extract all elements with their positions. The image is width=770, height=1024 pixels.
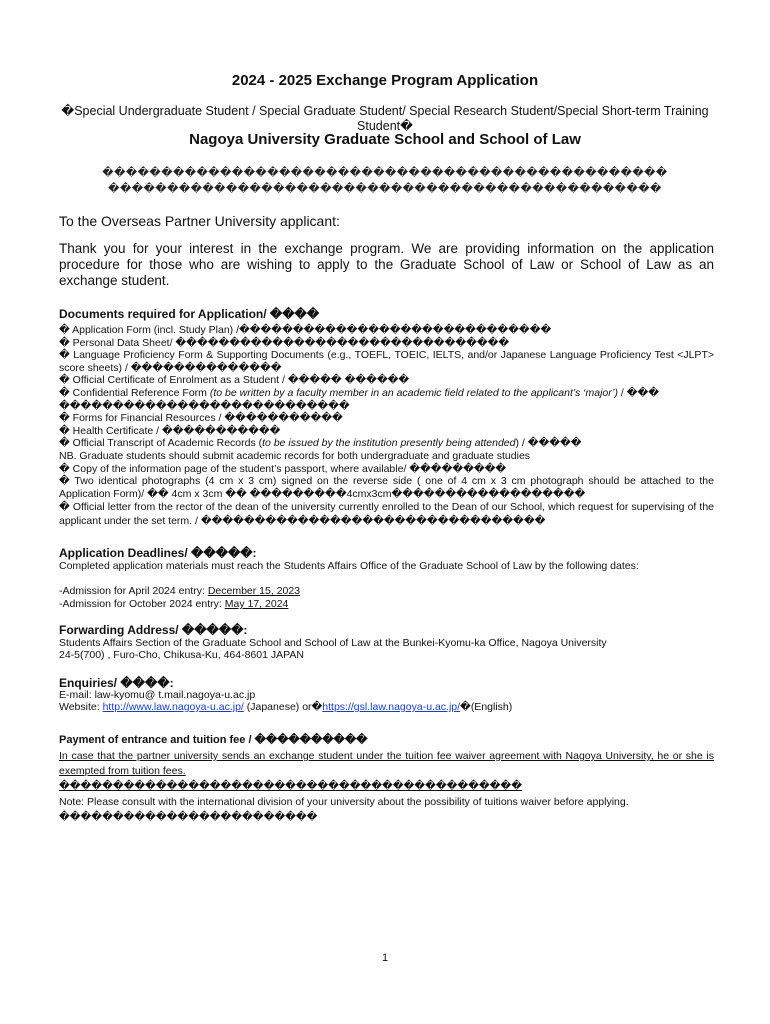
enquiries-website bbox=[59, 701, 512, 714]
doc-item-transcript bbox=[59, 437, 582, 450]
doc-item-reference-jp: ��������������������������� bbox=[59, 400, 350, 412]
forwarding-line-2: 24-5(700) , Furo-Cho, Chikusa-Ku, 464-8601 JAPAN bbox=[59, 649, 304, 661]
doc-item-photographs: � Two identical photographs (4 cm x 3 cm) signed on the reverse side ( one of 4 cm x 3 cm photograph should be attached to the Application Form)/ �� 4cm x 3cm �� ���������4cmx3cm������������������ bbox=[59, 475, 714, 500]
reference-label: � Confidential Reference Form bbox=[59, 387, 210, 399]
page-number: 1 bbox=[381, 952, 389, 964]
page-title: 2024 - 2025 Exchange Program Application bbox=[231, 72, 539, 89]
forwarding-heading: Forwarding Address/ �����: bbox=[59, 623, 248, 637]
doc-item-passport: � Copy of the information page of the student’s passport, where available/ ��������� bbox=[59, 463, 507, 475]
payment-note: Note: Please consult with the international division of your university about the possibility of tuitions waiver before applying. bbox=[59, 796, 629, 808]
payment-note-jp: ������������������������ bbox=[59, 811, 318, 823]
website-link-english[interactable]: https://gsl.law.nagoya-u.ac.jp/ bbox=[322, 701, 461, 713]
deadline-april-date: December 15, 2023 bbox=[207, 585, 301, 597]
deadline-october-label: -Admission for October 2024 entry: bbox=[59, 598, 225, 610]
doc-note-graduate: NB. Graduate students should submit academic records for both undergraduate and graduate studies bbox=[59, 450, 531, 462]
deadline-april-label: -Admission for April 2024 entry: bbox=[59, 585, 208, 597]
doc-item-reference bbox=[59, 387, 659, 400]
doc-item-financial: � Forms for Financial Resources / ����������� bbox=[59, 412, 343, 424]
school-name: Nagoya University Graduate School and School of Law bbox=[189, 131, 581, 148]
salutation: To the Overseas Partner University applicant: bbox=[59, 213, 340, 229]
website-link-japanese[interactable]: http://www.law.nagoya-u.ac.jp/ bbox=[102, 701, 244, 713]
reference-suffix: / ��� bbox=[618, 387, 660, 399]
reference-note: (to be written by a faculty member in an academic field related to the applicant’s ‘major’) bbox=[209, 387, 618, 399]
payment-waiver-jp: ������������������������������������������� bbox=[59, 780, 522, 792]
doc-item-official-letter: � Official letter from the rector of the dean of the university currently enrolled to the Dean of our School, which request for supervising of the applicant under the set term. / �������������������������������� bbox=[59, 501, 714, 527]
enquiries-heading: Enquiries/ ����: bbox=[59, 676, 174, 690]
doc-item-health: � Health Certificate / ����������� bbox=[59, 425, 281, 437]
deadline-october bbox=[59, 598, 288, 611]
jp-heading-line-1: ������������������������������������������������ bbox=[102, 167, 668, 179]
enquiries-email: E-mail: law-kyomu@ t.mail.nagoya-u.ac.jp bbox=[59, 689, 256, 701]
doc-item-application-form: � Application Form (incl. Study Plan) /����������������������������� bbox=[59, 324, 552, 336]
forwarding-line-1: Students Affairs Section of the Graduate School and School of Law at the Bunkei-Kyomu-ka Office, Nagoya University bbox=[59, 637, 607, 649]
intro-paragraph: Thank you for your interest in the exchange program. We are providing information on the application procedure for those who are wishing to apply to the Graduate School of Law or School of Law as an exchange student. bbox=[59, 241, 714, 288]
doc-item-enrolment: � Official Certificate of Enrolment as a Student / ����� ������ bbox=[59, 374, 410, 386]
website-japanese-suffix: (Japanese) or� bbox=[243, 701, 323, 713]
doc-item-personal-data: � Personal Data Sheet/ ������������������������������� bbox=[59, 337, 510, 349]
student-categories: �Special Undergraduate Student / Special Graduate Student/ Special Research Student/Special Short-term Training Student� bbox=[61, 104, 709, 133]
transcript-label: � Official Transcript of Academic Records ( bbox=[59, 437, 263, 449]
deadline-april bbox=[59, 585, 300, 598]
deadline-october-date: May 17, 2024 bbox=[224, 598, 289, 610]
transcript-note: to be issued by the institution presently being attended bbox=[262, 437, 516, 449]
payment-waiver: In case that the partner university sends an exchange student under the tuition fee waiver agreement with Nagoya University, he or she is exempted from tuition fees. bbox=[59, 750, 714, 777]
doc-item-language: � Language Proficiency Form & Supporting Documents (e.g., TOEFL, TOEIC, IELTS, and/or Japanese Language Proficiency Test <JLPT> score sheets) / �������������� bbox=[59, 349, 714, 374]
payment-heading: Payment of entrance and tuition fee / ���������� bbox=[59, 734, 368, 746]
website-label: Website: bbox=[59, 701, 103, 713]
deadlines-heading: Application Deadlines/ �����: bbox=[59, 546, 257, 560]
deadlines-text: Completed application materials must reach the Students Affairs Office of the Graduate School of Law by the following dates: bbox=[59, 560, 639, 572]
website-english-suffix: �(English) bbox=[460, 701, 513, 713]
documents-heading: Documents required for Application/ ���� bbox=[59, 307, 320, 321]
transcript-suffix: ) / ����� bbox=[515, 437, 582, 449]
jp-heading-line-2: ����������������������������������������������� bbox=[108, 183, 662, 195]
